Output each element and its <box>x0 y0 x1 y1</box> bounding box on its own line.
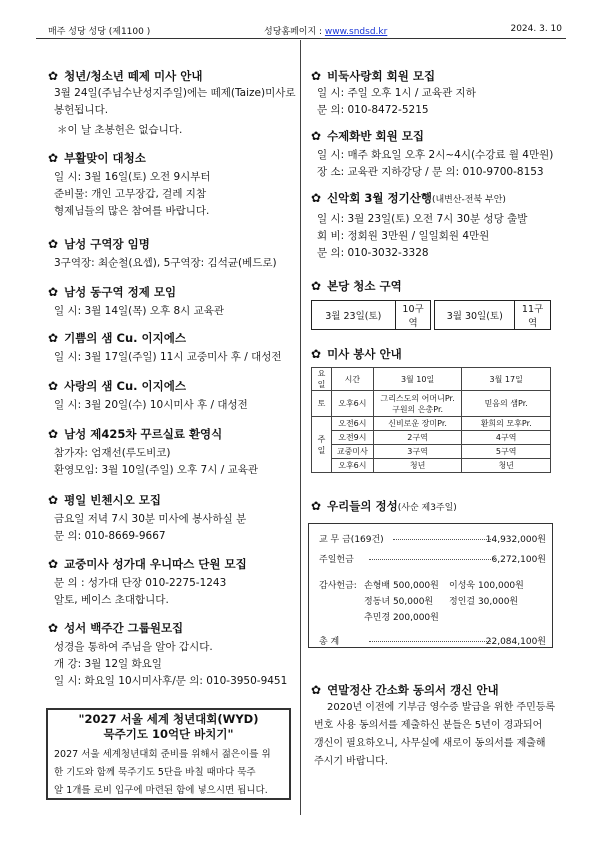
bulletin-header <box>36 22 566 38</box>
section-title: 청년/청소년 떼제 미사 안내 <box>64 69 203 83</box>
text-line: 문 의 : 성가대 단장 010-2275-1243 <box>54 577 227 589</box>
flower-icon: ✿ <box>48 285 59 299</box>
table-cell: 환희의 모후Pr. <box>462 417 551 431</box>
text-line: 주시기 바랍니다. <box>314 756 388 767</box>
section-title: 평일 빈첸시오 모집 <box>64 493 161 507</box>
flower-icon: ✿ <box>48 151 59 165</box>
text-line: 일 시: 3월 20일(수) 10시미사 후 / 대성전 <box>54 399 248 411</box>
table-cell: 오후6시 <box>331 391 373 417</box>
text-line: 3월 24일(주님수난성지주일)에는 떼제(Taize)미사로 <box>54 87 296 99</box>
table-cell: 청년 <box>373 459 462 473</box>
table-cell: 오전6시 <box>331 417 373 431</box>
section-title: 본당 청소 구역 <box>327 279 402 293</box>
section-title: 신악회 3월 정기산행 <box>327 191 432 205</box>
flower-icon: ✿ <box>311 279 322 293</box>
cell-line: 구원의 은총Pr. <box>392 404 444 414</box>
text-line: 일 시: 화요일 10시미사후/문 의: 010-3950-9451 <box>54 675 288 687</box>
flower-icon: ✿ <box>48 69 59 83</box>
section-title: 연말정산 간소화 동의서 갱신 안내 <box>327 683 499 697</box>
text-line: 일 시: 3월 23일(토) 오전 7시 30분 성당 출발 <box>317 213 528 225</box>
section-title: 우리들의 정성 <box>327 499 398 513</box>
flower-icon: ✿ <box>311 499 322 513</box>
table-header: 3월 10일 <box>373 368 462 391</box>
table-cell: 4구역 <box>462 431 551 445</box>
table-cell: 오전9시 <box>331 431 373 445</box>
table-header: 시간 <box>331 368 373 391</box>
table-cell: 신비로운 장미Pr. <box>373 417 462 431</box>
flower-icon: ✿ <box>311 69 322 83</box>
wyd-subtitle: 묵주기도 10억단 바치기" <box>103 727 234 741</box>
table-cell: 3월 30일(토) <box>435 301 515 330</box>
flower-icon: ✿ <box>311 191 322 205</box>
text-line: 봉헌됩니다. <box>54 104 109 116</box>
text-line: 일 시: 주일 오후 1시 / 교육관 지하 <box>317 87 476 99</box>
finance-label: 주일헌금 <box>319 555 354 565</box>
table-cell <box>373 391 462 417</box>
table-cell: 청년 <box>462 459 551 473</box>
column-divider <box>300 40 301 815</box>
section-vincent <box>48 492 246 545</box>
dots-leader <box>393 539 493 540</box>
section-subtitle: (사순 제3주일) <box>397 503 457 513</box>
text-line: 개 강: 3월 12일 화요일 <box>54 658 162 670</box>
section-title: 수제화반 회원 모집 <box>327 129 424 143</box>
table-cell: 토 <box>312 391 332 417</box>
text-line: 장 소: 교육관 지하강당 / 문 의: 010-9700-8153 <box>317 166 544 178</box>
text-line: ＊이 날 초봉헌은 없습니다. <box>57 124 183 136</box>
flower-icon: ✿ <box>311 347 322 361</box>
text-line: 갱신이 필요하오니, 사무실에 새로이 동의서를 제출해 <box>314 738 546 749</box>
text-line: 2027 서울 세계청년대회 준비를 위해서 젊은이를 위 <box>54 749 271 760</box>
finance-label: 교 무 금(169건) <box>319 535 384 545</box>
flower-icon: ✿ <box>48 427 59 441</box>
text-line: 문 의: 010-8472-5215 <box>317 104 429 116</box>
text-line: 일 시: 3월 14일(목) 오후 8시 교육관 <box>54 305 225 317</box>
table-cell: 교중미사 <box>331 445 373 459</box>
wyd-title: "2027 서울 세계 청년대회(WYD) <box>78 712 259 726</box>
table-cell: 믿음의 샘Pr. <box>462 391 551 417</box>
dots-leader <box>369 641 491 642</box>
text-line: 알 1개를 로비 입구에 마련된 함에 넣으시면 됩니다. <box>54 785 268 796</box>
table-cell: 2구역 <box>373 431 462 445</box>
flower-icon: ✿ <box>48 557 59 571</box>
section-hiking <box>311 190 527 262</box>
donor: 정동녀 50,000원 <box>364 597 434 607</box>
section-title: 미사 봉사 안내 <box>327 347 402 361</box>
section-consent <box>311 682 555 771</box>
text-line: 일 시: 3월 17일(주일) 11시 교중미사 후 / 대성전 <box>54 351 282 363</box>
finance-box <box>308 523 553 648</box>
table-cell: 3구역 <box>373 445 462 459</box>
dots-leader <box>369 559 495 560</box>
homepage-label: 성당홈페이지 : <box>264 27 325 37</box>
table-cell: 5구역 <box>462 445 551 459</box>
section-cleanup-zones <box>311 278 551 330</box>
text-line: 형제님들의 많은 참여를 바랍니다. <box>54 205 210 217</box>
text-line: 번호 사용 동의서를 제출하신 분들은 5년이 경과되어 <box>314 720 543 731</box>
section-title: 남성 제425차 꾸르실료 환영식 <box>64 427 223 441</box>
mass-schedule-table <box>311 367 551 473</box>
text-line: 문 의: 010-8669-9667 <box>54 530 166 542</box>
text-line: 일 시: 매주 화요일 오후 2시~4시(수강료 월 4만원) <box>317 149 554 161</box>
flower-icon: ✿ <box>311 683 322 697</box>
table-cell: 10구역 <box>395 301 431 330</box>
table-cell: 11구역 <box>515 301 551 330</box>
section-taize <box>48 68 296 139</box>
table-header: 3월 17일 <box>462 368 551 391</box>
text-line: 참가자: 엄재선(루도비코) <box>54 447 171 459</box>
donor: 손형배 500,000원 <box>364 581 439 591</box>
text-line: 2020년 이전에 기부금 영수증 발급을 위한 주민등록 <box>327 702 556 713</box>
finance-label: 감사헌금: <box>319 581 357 591</box>
wyd-box <box>46 708 291 800</box>
flower-icon: ✿ <box>311 129 322 143</box>
section-title: 사랑의 샘 Cu. 이지에스 <box>64 379 186 393</box>
text-line: 준비물: 개인 고무장갑, 걸레 지참 <box>54 188 207 200</box>
section-cleaning <box>48 150 211 220</box>
flower-icon: ✿ <box>48 331 59 345</box>
section-handcraft <box>311 128 553 181</box>
text-line: 환영모임: 3월 10일(주일) 오후 7시 / 교육관 <box>54 464 259 476</box>
table-cell: 주일 <box>312 417 332 473</box>
section-east <box>48 284 224 320</box>
flower-icon: ✿ <box>48 621 59 635</box>
cleanup-table <box>311 300 551 330</box>
donor: 정인걸 30,000원 <box>449 597 519 607</box>
section-love <box>48 378 248 414</box>
homepage <box>264 24 387 37</box>
section-title: 기쁨의 샘 Cu. 이지에스 <box>64 331 186 345</box>
bulletin-number: 매주 성당 성당 (제1100 ) <box>48 27 151 37</box>
section-cursillo <box>48 426 258 479</box>
section-title: 남성 구역장 임명 <box>64 237 150 251</box>
finance-label: 총 계 <box>319 637 340 647</box>
donor: 추민경 200,000원 <box>364 613 439 623</box>
section-subtitle: (내변산-전북 부안) <box>431 195 506 205</box>
header-divider <box>36 38 566 39</box>
section-title: 비둑사랑회 회원 모집 <box>327 69 436 83</box>
bulletin-date: 2024. 3. 10 <box>510 24 562 34</box>
finance-value: 14,932,000원 <box>485 535 546 545</box>
section-bible <box>48 620 287 690</box>
finance-value: 6,272,100원 <box>491 555 546 565</box>
text-line: 3구역장: 최순철(요셉), 5구역장: 김석균(베드로) <box>54 257 277 269</box>
donor: 이성욱 100,000원 <box>449 581 524 591</box>
section-title: 부활맞이 대청소 <box>64 151 146 165</box>
flower-icon: ✿ <box>48 379 59 393</box>
text-line: 성경을 통하여 주님을 알아 갑시다. <box>54 641 213 653</box>
cell-line: 그리스도의 어머니Pr. <box>380 393 455 403</box>
section-title: 교중미사 성가대 우니따스 단원 모집 <box>64 557 247 571</box>
section-district <box>48 236 277 272</box>
section-title: 남성 동구역 정제 모임 <box>64 285 177 299</box>
section-joy <box>48 330 282 366</box>
flower-icon: ✿ <box>48 237 59 251</box>
section-biduk <box>311 68 476 119</box>
text-line: 일 시: 3월 16일(토) 오전 9시부터 <box>54 171 211 183</box>
table-header: 요일 <box>312 368 332 391</box>
finance-value: 22,084,100원 <box>485 637 546 647</box>
table-cell: 3월 23일(토) <box>312 301 396 330</box>
section-choir <box>48 556 247 609</box>
text-line: 알토, 베이스 초대합니다. <box>54 594 169 606</box>
section-mass-service <box>311 346 551 473</box>
section-finance-title <box>311 498 457 516</box>
flower-icon: ✿ <box>48 493 59 507</box>
text-line: 회 비: 정회원 3만원 / 일일회원 4만원 <box>317 230 490 242</box>
text-line: 문 의: 010-3032-3328 <box>317 247 429 259</box>
section-title: 성서 백주간 그룹원모집 <box>64 621 184 635</box>
homepage-link[interactable]: www.sndsd.kr <box>324 27 388 37</box>
text-line: 금요일 저녁 7시 30분 미사에 봉사하실 분 <box>54 513 247 525</box>
text-line: 한 기도와 함께 묵주기도 5단을 바칠 때마다 묵주 <box>54 767 256 778</box>
table-cell: 오후6시 <box>331 459 373 473</box>
